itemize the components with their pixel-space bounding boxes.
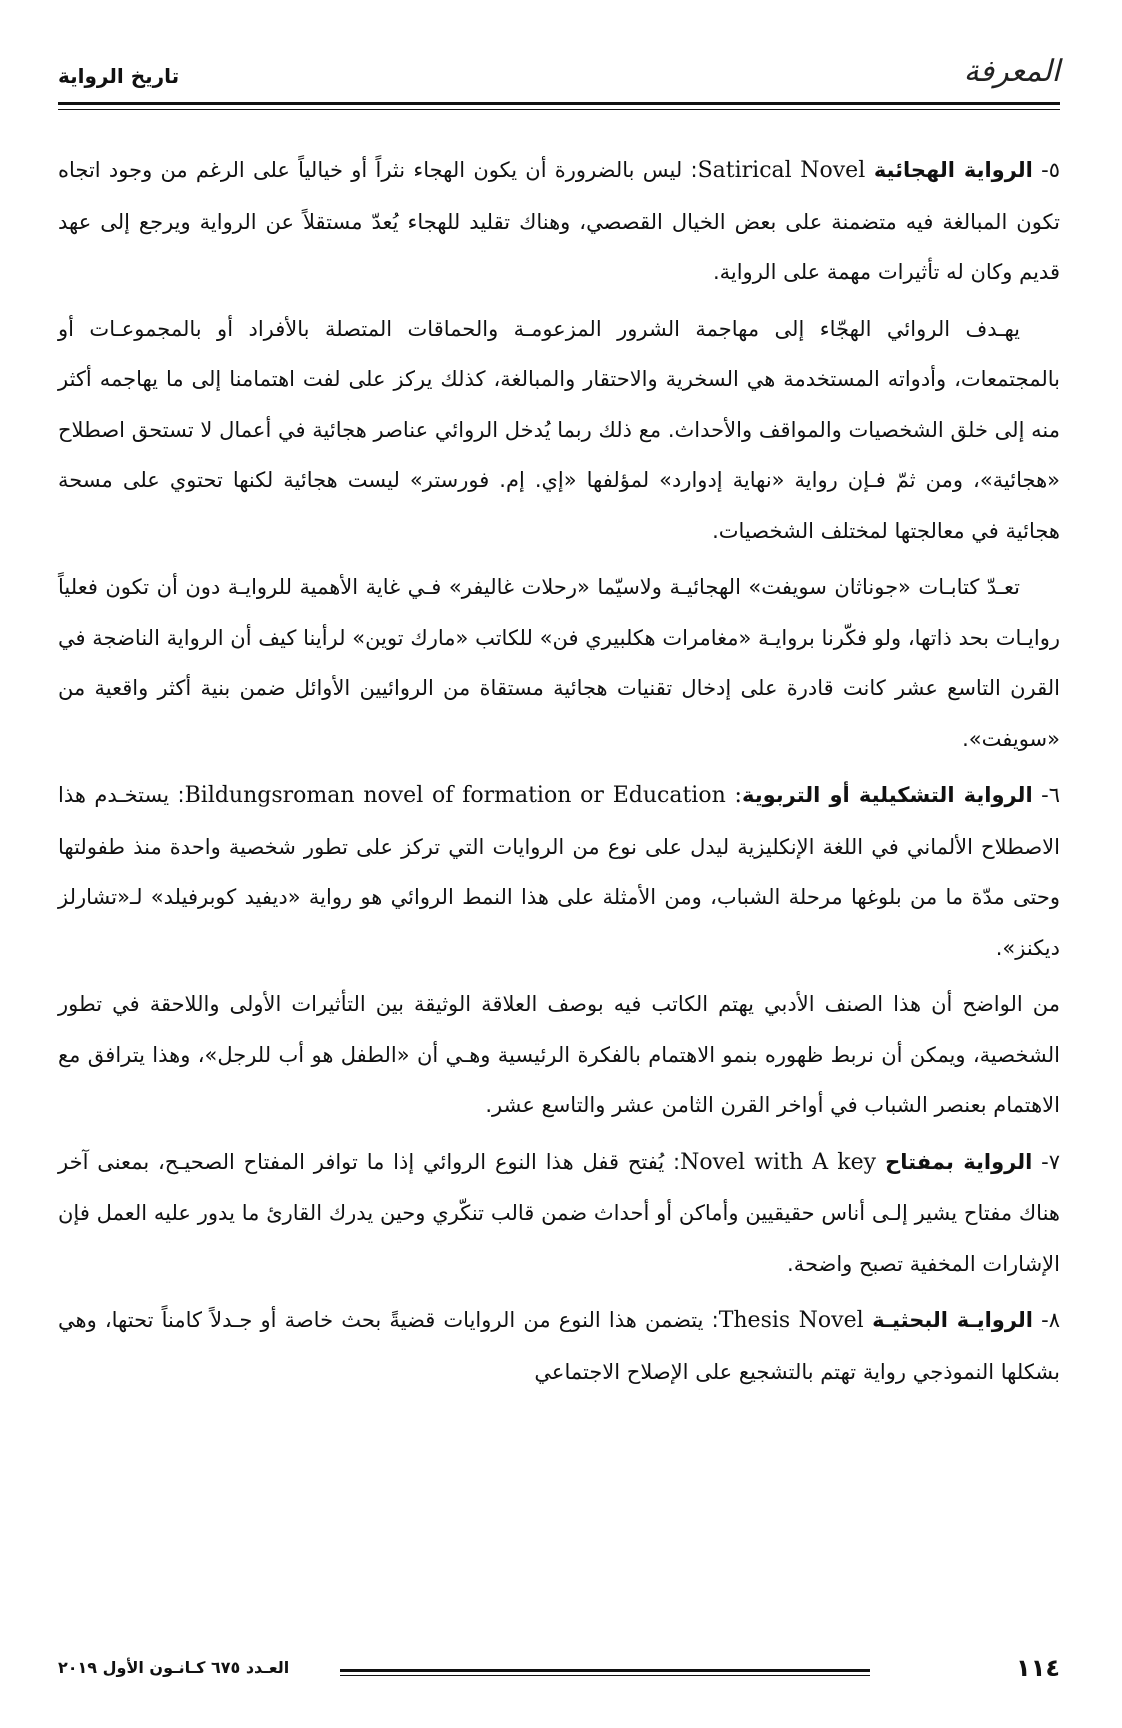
item-number: ٧- (1032, 1149, 1060, 1174)
latin-term: Thesis Novel (718, 1308, 873, 1333)
latin-term: : Bildungsroman novel of formation or Education (184, 783, 742, 808)
paragraph-text: : ليس بالضرورة أن يكون الهجاء نثراً أو خيالياً على الرغم من وجود اتجاه تكون المبالغة فيه متضمنة على بعض الخيال القصصي، وهناك تقليد للهجاء يُعدّ مستقلاً عن الرواية ويرجع إلى عهد قديم وكان له تأثيرات مهمة على الرواية. (58, 158, 1060, 284)
latin-term: Satirical Novel (697, 158, 874, 183)
paragraph-text-block: يهـدف الروائي الهجّاء إلى مهاجمة الشرور المزعومـة والحماقات المتصلة بالأفراد أو بالمجموعـات أو بالمجتمعات، وأدواته المستخدمة هي السخرية والاحتقار والمبالغة، كذلك يركز على لفت اهتمامنا إلى ما يهاجمه أكثر منه إلى خلق الشخصيات والمواقف والأحداث. مع ذلك ربما يُدخل الروائي عناصر هجائية في أعمال لا تستحق اصطلاح «هجائية»، ومن ثمّ فـإن رواية «نهاية إدوارد» لمؤلفها «إي. إم. فورستر» ليست هجائية لكنها تحتوي على مسحة هجائية في معالجتها لمختلف الشخصيات. (58, 316, 1060, 543)
paragraph-text-block: من الواضح أن هذا الصنف الأدبي يهتم الكاتب فيه بوصف العلاقة الوثيقة بين التأثيرات الأولى واللاحقة في تطور الشخصية، ويمكن أن نربط ظهوره بنمو الاهتمام بالفكرة الرئيسية وهـي أن «الطفل هو أب للرجل»، وهذا يترافق مع الاهتمام بعنصر الشباب في أواخر القرن الثامن عشر والتاسع عشر. (58, 992, 1060, 1117)
term-heading: الرواية التشكيلية أو التربوية (741, 783, 1033, 807)
term-heading: الرواية الهجائية (873, 158, 1033, 182)
header-rule-thick (58, 102, 1060, 105)
term-heading: الروايـة البحثيـة (872, 1308, 1033, 1332)
paragraph-text-block: تعـدّ كتابـات «جوناثان سويفت» الهجائيـة ولاسيّما «رحلات غاليفر» فـي غاية الأهمية للروايـة دون أن تكون فعلياً روايـات بحد ذاتها، ولو فكّرنا بروايـة «مغامرات هكلبيري فن» للكاتب «مارك توين» لرأينا كيف أن الرواية الناضجة في القرن التاسع عشر كانت قادرة على إدخال تقنيات هجائية مستقاة من الروائيين الأوائل ضمن بنية أكثر واقعية من «سويفت». (58, 575, 1060, 751)
header-rule-thin (58, 109, 1060, 110)
item-number: ٨- (1032, 1308, 1061, 1332)
magazine-logo: المعرفة (963, 54, 1060, 89)
footer-rule-thick (340, 1669, 870, 1672)
paragraph-satirical-novel (58, 145, 1060, 298)
paragraph-text: : يُفتح قفل هذا النوع الروائي إذا ما توافر المفتاح الصحيـح، بمعنى آخر هناك مفتاح يشير إلـى أناس حقيقيين وأماكن أو أحداث ضمن قالب تنكّري وحين يدرك القارئ ما يدور عليه العمل فإن الإشارات المخفية تصبح واضحة. (58, 1149, 1060, 1276)
footer-rule-thin (340, 1675, 870, 1676)
paragraph-text: : يتضمن هذا النوع من الروايات قضيةً بحث خاصة أو جـدلاً كامناً تحتها، وهي بشكلها النموذجي رواية تهتم بالتشجيع على الإصلاح الاجتماعي (58, 1308, 1060, 1384)
item-number: ٥- (1032, 158, 1060, 182)
issue-info: العـدد ٦٧٥ كـانـون الأول ٢٠١٩ (58, 1658, 290, 1677)
latin-term: Novel with A key (680, 1149, 886, 1175)
article-body (58, 145, 1060, 1403)
page-footer (58, 1654, 1060, 1688)
paragraph-text: : يستخـدم هذا الاصطلاح الألماني في اللغة الإنكليزية ليدل على نوع من الروايات التي تركز على تطور شخصية واحدة منذ طفولتها وحتى مدّة ما من بلوغها مرحلة الشباب، ومن الأمثلة على هذا النمط الروائي هو رواية «ديفيد كوبرفيلد» لـ«تشارلز ديكنز». (58, 783, 1060, 960)
paragraph-thesis-novel (58, 1295, 1060, 1397)
paragraph-bildungsroman (58, 770, 1060, 973)
term-heading: الرواية بمفتاح (885, 1149, 1033, 1174)
item-number: ٦- (1032, 783, 1060, 807)
page-header (58, 50, 1060, 108)
running-title: تاريخ الرواية (58, 64, 180, 88)
page-number: ١١٤ (1016, 1654, 1060, 1682)
paragraph-novel-with-key (58, 1137, 1060, 1290)
